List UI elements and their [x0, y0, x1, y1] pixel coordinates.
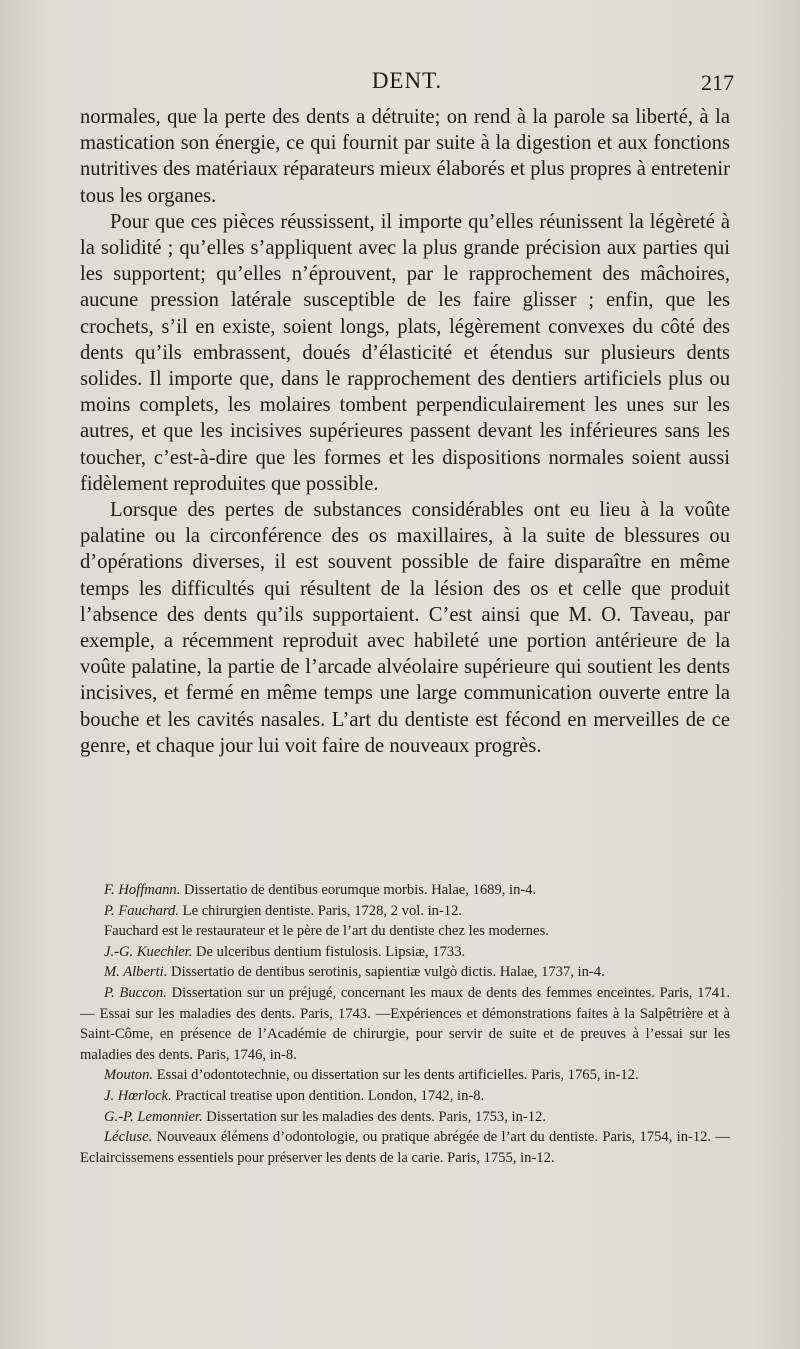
- entry-text: Fauchard est le restaurateur et le père de l’art du dentiste chez les modernes.: [104, 923, 549, 940]
- bibliography-entry: [80, 1107, 730, 1128]
- bibliography-entry: [80, 962, 730, 983]
- entry-author: M. Alberti.: [104, 964, 168, 981]
- bibliography-entry: [80, 1127, 730, 1168]
- bibliography: [80, 880, 730, 1168]
- entry-author: Lécluse.: [104, 1129, 153, 1146]
- bibliography-entry: [80, 983, 730, 1065]
- paragraph-1: normales, que la perte des dents a détruite; on rend à la parole sa liberté, à la mastication son énergie, ce qui fournit par suite à la digestion et aux fonctions nutritives des matériaux réparateurs mieux élaborés et plus propres à entretenir tous les organes.: [80, 106, 730, 207]
- entry-text: Dissertation sur un préjugé, concernant les maux de dents des femmes enceintes. Paris, 1741. — Essai sur les maladies des dents. Paris, 1743. —Expériences et démonstrations faites à la Salpêtrière et à Saint-Côme, en présence de l’Académie de chirurgie, pour servir de suite et de preuves à l’essai sur les maladies des dents. Paris, 1746, in-8.: [80, 984, 730, 1063]
- entry-author: J. Hœrlock.: [104, 1087, 172, 1104]
- bibliography-entry: [80, 942, 730, 963]
- bibliography-entry: [80, 901, 730, 922]
- entry-text: De ulceribus dentium fistulosis. Lipsiæ, 1733.: [192, 943, 466, 960]
- page-number: 217: [701, 70, 734, 95]
- entry-author: P. Buccon.: [104, 984, 167, 1001]
- entry-author: Mouton.: [104, 1067, 154, 1084]
- bibliography-entry: [80, 1065, 730, 1086]
- entry-text: Le chirurgien dentiste. Paris, 1728, 2 vol. in-12.: [179, 902, 463, 919]
- running-head: DENT.: [371, 68, 443, 93]
- entry-text: Dissertation sur les maladies des dents. Paris, 1753, in-12.: [202, 1108, 546, 1125]
- entry-text: Dissertatio de dentibus serotinis, sapientiæ vulgò dictis. Halae, 1737, in-4.: [167, 964, 605, 981]
- main-text: [80, 104, 730, 759]
- entry-author: F. Hoffmann.: [104, 882, 181, 898]
- entry-text: Nouveaux élémens d’odontologie, ou pratique abrégée de l’art du dentiste. Paris, 1754, in-12. — Eclaircissemens essentiels pour préserver les dents de la carie. Paris, 1755, in-12.: [80, 1129, 730, 1166]
- paragraph-3: Lorsque des pertes de substances considérables ont eu lieu à la voûte palatine ou la circonférence des os maxillaires, à la suite de blessures ou d’opérations diverses, il est souvent possible de faire disparaître en même temps les difficultés qui résultent de la lésion des os et celle que produit l’absence des dents qu’ils supportaient. C’est ainsi que M. O. Taveau, par exemple, a récemment reproduit avec habileté une portion antérieure de la voûte palatine, la partie de l’arcade alvéolaire supérieure qui soutient les dents incisives, et fermé en même temps une large communication ouverte entre la bouche et les cavités nasales. L’art du dentiste est fécond en merveilles de ce genre, et chaque jour lui voit faire de nouveaux progrès.: [80, 499, 730, 757]
- entry-text: Practical treatise upon dentition. London, 1742, in-8.: [171, 1087, 485, 1104]
- bibliography-entry: [80, 880, 730, 901]
- bibliography-entry: [80, 921, 730, 942]
- entry-author: G.-P. Lemonnier.: [104, 1108, 203, 1125]
- paragraph-2: Pour que ces pièces réussissent, il importe qu’elles réunissent la légèreté à la solidité ; qu’elles s’appliquent avec la plus grande précision aux parties qui les supportent; qu’elles n’éprouvent, par le rapprochement des mâchoires, aucune pression latérale susceptible de les faire glisser ; enfin, que les crochets, s’il en existe, soient longs, plats, légèrement convexes du côté des dents qu’ils embrassent, doués d’élasticité et étendus sur plusieurs dents solides. Il importe que, dans le rapprochement des dentiers artificiels plus ou moins complets, les molaires tombent perpendiculairement les unes sur les autres, et que les incisives supérieures passent devant les inférieures sans les toucher, c’est-à-dire que les formes et les dispositions normales soient aussi fidèlement reproduites que possible.: [80, 210, 730, 495]
- entry-text: Essai d’odontotechnie, ou dissertation sur les dents artificielles. Paris, 1765, in-12.: [153, 1067, 639, 1084]
- entry-author: J.-G. Kuechler.: [104, 943, 193, 960]
- entry-author: P. Fauchard.: [104, 902, 179, 919]
- bibliography-entry: [80, 1086, 730, 1107]
- page-header: [80, 64, 734, 98]
- entry-text: Dissertatio de dentibus eorumque morbis. Halae, 1689, in-4.: [180, 882, 537, 898]
